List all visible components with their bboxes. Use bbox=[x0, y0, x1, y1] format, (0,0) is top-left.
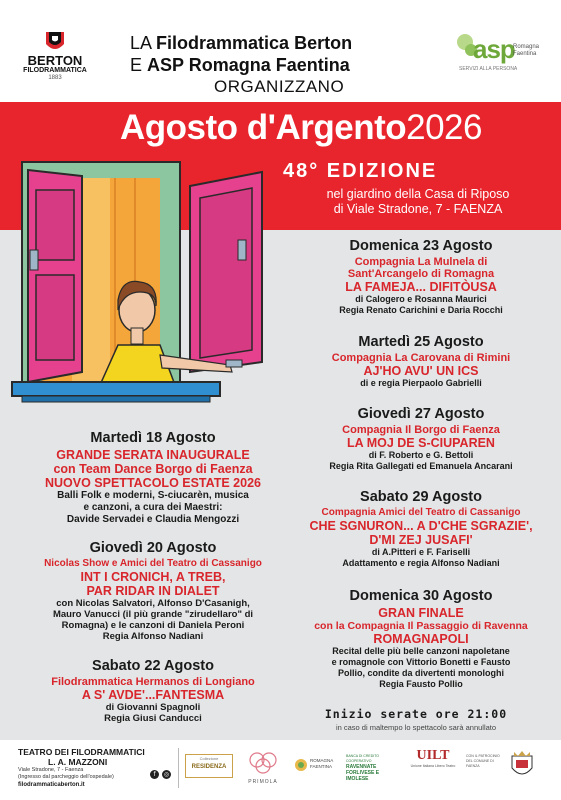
event-2026-08-27 bbox=[296, 406, 546, 472]
theatre-name: TEATRO DEI FILODRAMMATICI bbox=[18, 747, 145, 757]
event-detail: Regia Fausto Pollio bbox=[379, 679, 463, 689]
event-detail: e canzoni, a cura dei Maestri: bbox=[83, 502, 223, 513]
event-show-title: ROMAGNAPOLI bbox=[373, 632, 469, 646]
organizers-line-1: LA Filodrammatica Berton bbox=[130, 33, 353, 53]
theatre-subname: L. A. MAZZONI bbox=[48, 757, 108, 767]
event-company: con la Compagnia Il Passaggio di Ravenna bbox=[314, 620, 528, 632]
event-detail: Mauro Vanucci (il più grande "zirudellaro" di bbox=[52, 609, 254, 620]
event-detail: Recital delle più belle canzoni napoletane bbox=[332, 646, 510, 656]
event-show-title: INT I CRONICH, A TREB, bbox=[80, 570, 226, 584]
event-date: Sabato 22 Agosto bbox=[92, 658, 214, 674]
event-detail: Pollio, condite da divertenti monologhi bbox=[337, 668, 504, 678]
event-detail: con Nicolas Salvatori, Alfonso D'Casanigh, bbox=[56, 598, 250, 609]
event-2026-08-23 bbox=[296, 238, 546, 316]
event-company: Compagnia Amici del Teatro di Cassanigo bbox=[321, 507, 521, 518]
event-2026-08-20 bbox=[22, 540, 284, 642]
event-detail: Regia Giusi Canducci bbox=[104, 713, 202, 724]
sponsor-bcc: BANCA DI CREDITO COOPERATIVO RAVENNATE FORLIVESE E IMOLESE bbox=[346, 754, 380, 782]
theatre-entrance: (Ingresso dal parcheggio dell'ospedale) bbox=[18, 774, 114, 780]
event-detail: di F. Roberto e G. Bettoli bbox=[368, 450, 474, 460]
shutter-hinge-icon bbox=[30, 250, 38, 270]
instagram-icon[interactable]: ◎ bbox=[163, 771, 170, 778]
asp-logo-tagline: SERVIZI ALLA PERSONA bbox=[459, 66, 518, 72]
event-date: Sabato 29 Agosto bbox=[360, 489, 482, 505]
organizer-berton: Filodrammatica Berton bbox=[156, 33, 353, 53]
footer-divider bbox=[178, 748, 179, 788]
event-show-title: A S' AVDE'...FANTESMA bbox=[81, 688, 225, 702]
primola-flower-icon bbox=[245, 750, 281, 774]
event-title-line: GRANDE SERATA INAUGURALE bbox=[56, 448, 250, 462]
event-2026-08-25 bbox=[296, 334, 546, 389]
asp-logo-name: asp bbox=[473, 34, 515, 64]
event-detail: di e regia Pierpaolo Gabrielli bbox=[360, 378, 482, 388]
romagna-faentina-logo-icon bbox=[294, 758, 308, 772]
event-company: Compagnia La Mulnela di bbox=[354, 256, 488, 268]
window-illustration bbox=[0, 150, 285, 420]
theatre-address: Viale Stradone, 7 - Faenza bbox=[18, 767, 84, 773]
event-detail: di A.Pitteri e F. Fariselli bbox=[371, 547, 471, 557]
berton-logo-sub: FILODRAMMATICA bbox=[23, 67, 87, 74]
event-show-title: LA FAMEJA... DIFITÒUSA bbox=[345, 280, 497, 294]
event-detail: Romagna) e le canzoni di Daniela Peroni bbox=[61, 620, 245, 631]
event-detail: di Calogero e Rosanna Maurici bbox=[355, 294, 487, 304]
berton-logo bbox=[22, 30, 88, 81]
sponsor-residenza: Collezione RESIDENZA bbox=[185, 754, 233, 778]
website-link[interactable]: filodrammaticaberton.it bbox=[18, 782, 85, 788]
event-detail: Davide Servadei e Claudia Mengozzi bbox=[66, 514, 240, 525]
sponsor-uilt: UILT Unione Italiana Libero Teatro bbox=[410, 748, 456, 768]
event-title-line: GRAN FINALE bbox=[378, 606, 464, 620]
window-sill bbox=[12, 382, 220, 396]
event-show-title: AJ'HO AVU' UN ICS bbox=[363, 364, 479, 378]
event-show-title: D'MI ZEJ JUSAFI' bbox=[369, 533, 473, 547]
asp-logo bbox=[455, 30, 545, 74]
event-detail: Regia Renato Carichini e Daria Rocchi bbox=[339, 305, 503, 315]
event-date: Domenica 30 Agosto bbox=[349, 588, 493, 604]
event-show-title: PAR RIDAR IN DIALET bbox=[86, 584, 220, 598]
organizer-asp: ASP Romagna Faentina bbox=[147, 55, 350, 75]
facebook-icon[interactable]: f bbox=[150, 770, 159, 779]
event-date: Giovedì 27 Agosto bbox=[357, 406, 485, 422]
event-company: Nicolas Show e Amici del Teatro di Cassanigo bbox=[44, 558, 262, 569]
asp-logo-region: Romagna Faentina bbox=[513, 44, 540, 57]
event-detail: di Giovanni Spagnoli bbox=[105, 702, 201, 713]
theatre-mask-icon bbox=[44, 30, 66, 54]
sponsor-romagna-faentina: ROMAGNA FAENTINA bbox=[294, 758, 342, 772]
sponsor-patrocinio: CON IL PATROCINIO DEL COMUNE DI FAENZA bbox=[466, 754, 500, 768]
event-date: Giovedì 20 Agosto bbox=[89, 540, 217, 556]
berton-logo-name: BERTON bbox=[27, 53, 83, 68]
berton-logo-year: 1883 bbox=[48, 75, 62, 81]
event-detail: Adattamento e regia Alfonso Nadiani bbox=[342, 558, 500, 568]
event-company: Compagnia Il Borgo di Faenza bbox=[342, 424, 500, 436]
event-title bbox=[120, 108, 540, 148]
venue-line-1: nel giardino della Casa di Riposo bbox=[326, 187, 510, 201]
event-title-year: 2026 bbox=[406, 108, 482, 147]
event-2026-08-18 bbox=[28, 430, 278, 526]
organizers-line-2: E ASP Romagna Faentina bbox=[130, 55, 350, 75]
event-detail: Regia Rita Gallegati ed Emanuela Ancarani bbox=[329, 461, 513, 471]
event-company: Filodrammatica Hermanos di Longiano bbox=[51, 676, 255, 688]
event-2026-08-29 bbox=[290, 489, 552, 569]
event-date: Martedì 25 Agosto bbox=[358, 334, 484, 350]
event-show-title: CHE SGNURON... A D'CHE SGRAZIE', bbox=[309, 519, 533, 533]
event-2026-08-30 bbox=[290, 588, 552, 690]
event-date: Domenica 23 Agosto bbox=[349, 238, 493, 254]
event-2026-08-22 bbox=[28, 658, 278, 724]
faenza-coat-of-arms-icon bbox=[508, 750, 536, 780]
organizers-line-3: ORGANIZZANO bbox=[214, 77, 345, 96]
event-show-title: NUOVO SPETTACOLO ESTATE 2026 bbox=[44, 476, 261, 490]
venue bbox=[303, 187, 533, 217]
organizers bbox=[130, 32, 430, 98]
event-detail: Regia Alfonso Nadiani bbox=[102, 631, 204, 642]
weather-notice: in caso di maltempo lo spettacolo sarà annullato bbox=[335, 723, 497, 732]
event-detail: Balli Folk e moderni, S-ciucarèn, musica bbox=[57, 490, 249, 501]
sponsor-primola: PRIMOLA bbox=[240, 750, 286, 785]
start-time: Inizio serate ore 21:00 bbox=[324, 707, 508, 721]
event-date: Martedì 18 Agosto bbox=[90, 430, 216, 446]
event-company: Compagnia La Carovana di Rimini bbox=[331, 352, 511, 364]
event-company: Sant'Arcangelo di Romagna bbox=[347, 268, 495, 280]
event-detail: e romagnole con Vittorio Bonetti e Fausto bbox=[331, 657, 511, 667]
event-title-main: Agosto d'Argento bbox=[120, 108, 407, 147]
venue-line-2: di Viale Stradone, 7 - FAENZA bbox=[333, 202, 503, 216]
event-show-title: LA MOJ DE S-CIUPAREN bbox=[347, 436, 495, 450]
edition: 48° EDIZIONE bbox=[283, 160, 438, 182]
theatre-info bbox=[18, 748, 178, 789]
event-company: con Team Dance Borgo di Faenza bbox=[53, 462, 253, 476]
